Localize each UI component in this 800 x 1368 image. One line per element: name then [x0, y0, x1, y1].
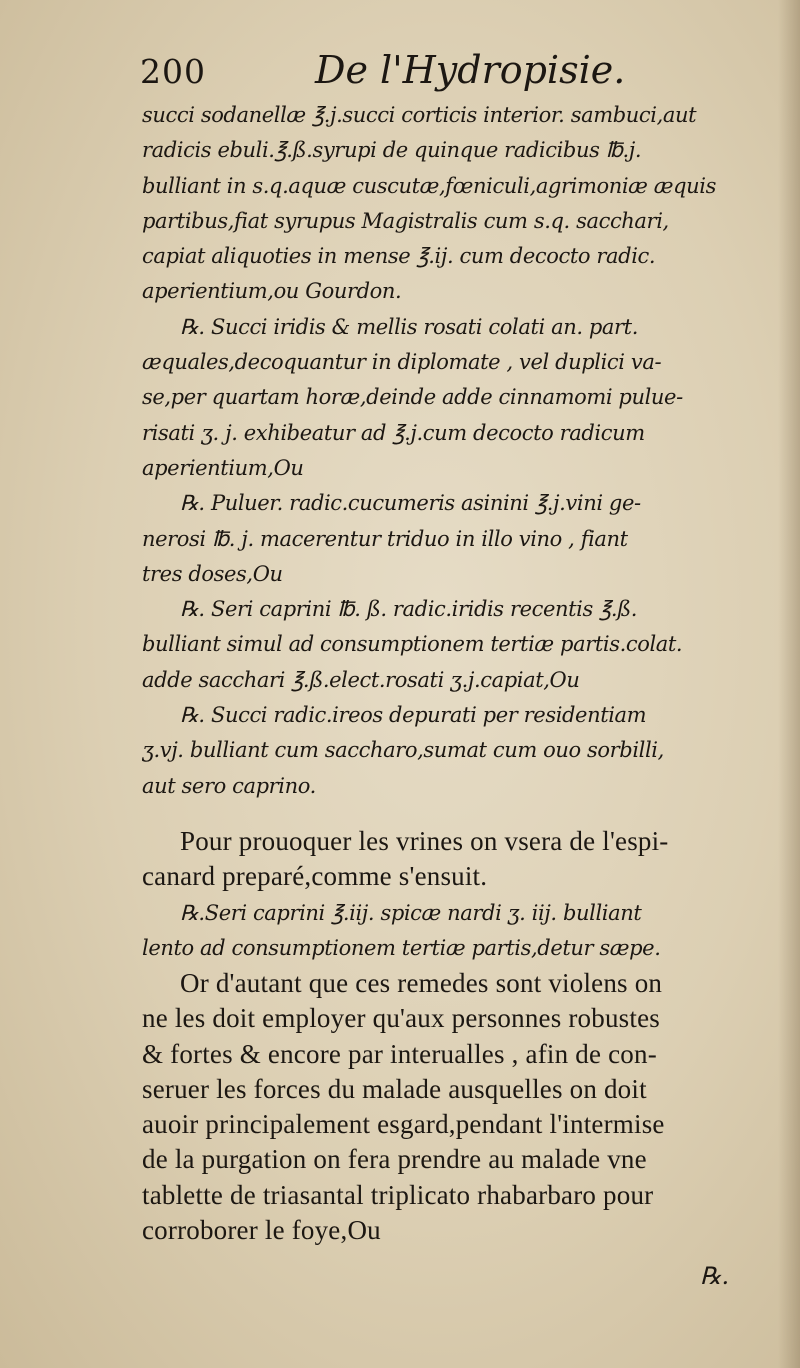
text-line: capiat aliquoties in mense ℥.ij. cum decocto radic. — [142, 244, 656, 269]
text-line: tres doses,Ou — [142, 561, 283, 586]
page-edge-shadow — [778, 0, 800, 1368]
text-line: succi sodanellæ ℥.j.succi corticis interior. sambuci,aut — [142, 103, 697, 127]
text-line: & fortes & encore par interualles , afin de con- — [142, 1038, 657, 1069]
text-line: partibus,fiat syrupus Magistralis cum s.q. sacchari, — [142, 208, 669, 233]
text-line: corroborer le foye,Ou — [142, 1215, 381, 1246]
french-paragraph — [142, 966, 762, 1248]
text-line: ℞. Seri caprini ℔. ß. radic.iridis recentis ℥.ß. — [180, 597, 638, 622]
page-header — [140, 48, 740, 98]
text-line: aperientium,ou Gourdon. — [142, 279, 402, 304]
text-line: Pour prouoquer les vrines on vsera de l'espi- — [180, 826, 669, 856]
text-line: lento ad consumptionem tertiæ partis,detur sæpe. — [142, 936, 661, 961]
text-line: ℞. Succi iridis & mellis rosati colati an. part. — [180, 314, 638, 339]
text-line: auoir principalement esgard,pendant l'intermise — [142, 1109, 665, 1140]
text-line: aut sero caprino. — [142, 773, 316, 798]
text-line: risati ʒ. j. exhibeatur ad ℥.j.cum decocto radicum — [142, 420, 645, 445]
latin-recipes-block — [142, 98, 762, 804]
text-line: ℞. Succi radic.ireos depurati per residentiam — [180, 703, 647, 728]
text-line: adde sacchari ℥.ß.elect.rosati ʒ.j.capiat,Ou — [142, 667, 580, 692]
text-line: radicis ebuli.℥.ß.syrupi de quinque radicibus ℔.j. — [142, 138, 642, 163]
text-line: se,per quartam horæ,deinde adde cinnamomi pulue- — [142, 385, 683, 410]
text-line: nerosi ℔. j. macerentur triduo in illo vino , fiant — [142, 526, 628, 551]
french-paragraph — [142, 824, 762, 895]
text-line: bulliant in s.q.aquæ cuscutæ,fœniculi,agrimoniæ æquis — [142, 173, 716, 198]
text-line: æquales,decoquantur in diplomate , vel duplici va- — [142, 350, 662, 375]
page-number: 200 — [140, 52, 206, 91]
text-line: ne les doit employer qu'aux personnes robustes — [142, 1003, 660, 1034]
running-title: De l'Hydropisie. — [315, 48, 626, 92]
text-line: ℞. Puluer. radic.cucumeris asinini ℥.j.vini ge- — [180, 491, 641, 516]
latin-recipe-block — [142, 896, 762, 967]
text-line: bulliant simul ad consumptionem tertiæ partis.colat. — [142, 632, 683, 657]
text-line: seruer les forces du malade ausquelles on doit — [142, 1073, 647, 1104]
text-line: ℞.Seri caprini ℥.iij. spicæ nardi ʒ. iij. bulliant — [180, 901, 642, 925]
catchword: ℞. — [700, 1262, 730, 1290]
text-line: aperientium,Ou — [142, 455, 304, 480]
text-line: tablette de triasantal triplicato rhabarbaro pour — [142, 1179, 654, 1210]
text-line: Or d'autant que ces remedes sont violens on — [180, 968, 663, 998]
text-line: de la purgation on fera prendre au malade vne — [142, 1144, 647, 1175]
text-line: canard preparé,comme s'ensuit. — [142, 861, 488, 892]
text-line: ʒ.vj. bulliant cum saccharo,sumat cum ouo sorbilli, — [142, 738, 664, 763]
